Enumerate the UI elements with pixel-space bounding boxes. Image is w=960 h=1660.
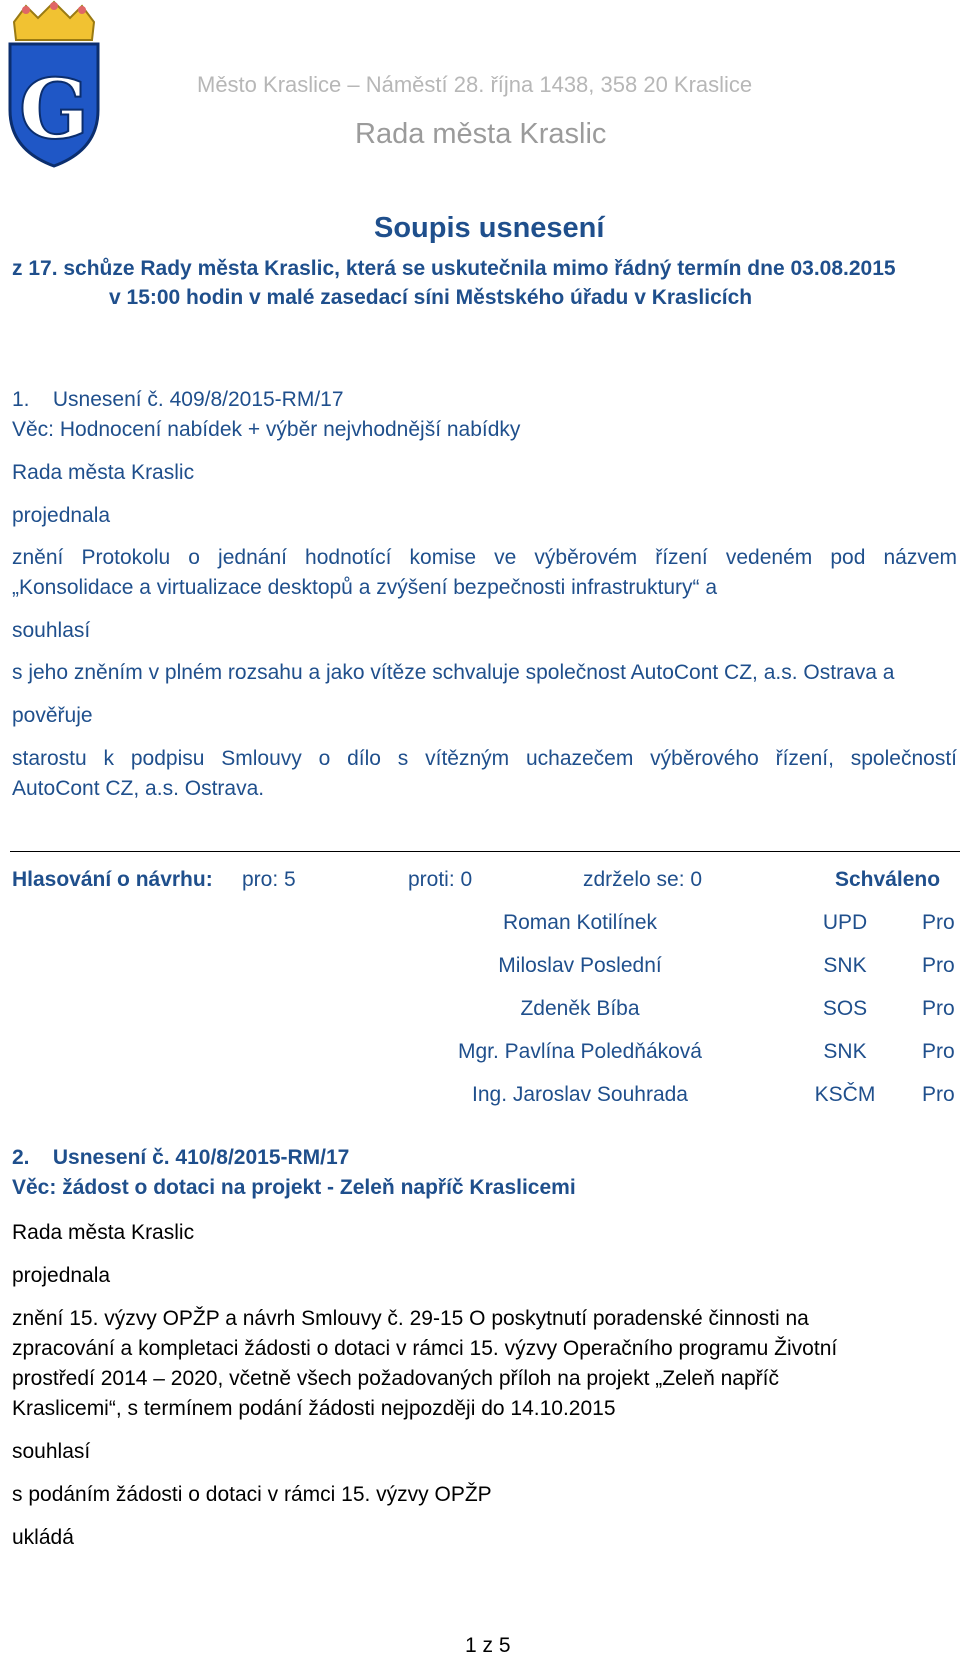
resolution-1-text3-line2: AutoCont CZ, a.s. Ostrava. — [12, 777, 265, 800]
vote-pro-count: pro: 5 — [242, 868, 296, 891]
page-number: 1 z 5 — [465, 1634, 511, 1657]
city-coat-of-arms-logo — [4, 0, 104, 170]
resolution-2-verb-uklada: ukládá — [12, 1526, 74, 1549]
resolution-1-text2: s jeho zněním v plném rozsahu a jako vítěze schvaluje společnost AutoCont CZ, a.s. Ostrava a — [12, 661, 895, 684]
resolution-1-text1-line1: znění Protokolu o jednání hodnotící komise ve výběrovém řízení vedeném pod názvem — [12, 546, 957, 569]
header-council-name: Rada města Kraslic — [355, 118, 607, 150]
member-party: UPD — [822, 911, 868, 934]
member-vote: Pro — [922, 954, 955, 977]
member-party: SNK — [823, 954, 867, 977]
member-name: Mgr. Pavlína Poledňáková — [458, 1040, 702, 1063]
header-address: Město Kraslice – Náměstí 28. října 1438, 358 20 Kraslice — [197, 72, 753, 97]
resolution-1-text3-line1: starostu k podpisu Smlouvy o dílo s vítězným uchazečem výběrového řízení, společností — [12, 747, 957, 770]
resolution-2-id: Usnesení č. 410/8/2015-RM/17 — [52, 1146, 350, 1169]
member-name: Roman Kotilínek — [502, 911, 658, 934]
svg-text:G: G — [18, 62, 90, 158]
member-party: SOS — [822, 997, 868, 1020]
vote-proti-count: proti: 0 — [408, 868, 473, 891]
resolution-2-text1-line4: Kraslicemi“, s termínem podání žádosti nejpozději do 14.10.2015 — [12, 1397, 616, 1420]
subtitle-line-1: z 17. schůze Rady města Kraslic, která se uskutečnila mimo řádný termín dne 03.08.2015 — [12, 257, 896, 280]
resolution-1-id: Usnesení č. 409/8/2015-RM/17 — [52, 388, 344, 411]
member-party: KSČM — [814, 1083, 876, 1106]
resolution-1-heading — [12, 388, 344, 412]
resolution-1-text1-line2: „Konsolidace a virtualizace desktopů a zvýšení bezpečnosti infrastruktury“ a — [12, 576, 718, 599]
resolution-2-number: 2. — [12, 1146, 30, 1169]
member-vote: Pro — [922, 1083, 955, 1106]
resolution-2-verb-souhlasi: souhlasí — [12, 1440, 91, 1463]
member-name: Zdeněk Bíba — [520, 997, 640, 1020]
vote-zdrzelo-count: zdrželo se: 0 — [583, 868, 703, 891]
resolution-2-verb-projednala: projednala — [12, 1264, 111, 1287]
member-vote: Pro — [922, 997, 955, 1020]
resolution-2-subject: Věc: žádost o dotaci na projekt - Zeleň napříč Kraslicemi — [12, 1176, 576, 1199]
resolution-2-body: Rada města Kraslic — [12, 1221, 195, 1244]
resolution-1-number: 1. — [12, 388, 30, 411]
section-divider — [10, 851, 960, 852]
vote-label: Hlasování o návrhu: — [12, 868, 213, 891]
member-party: SNK — [823, 1040, 867, 1063]
resolution-2-heading — [12, 1146, 349, 1170]
resolution-1-verb-projednala: projednala — [12, 504, 111, 527]
subtitle-line-2: v 15:00 hodin v malé zasedací síni Městského úřadu v Kraslicích — [109, 286, 753, 309]
resolution-1-body: Rada města Kraslic — [12, 461, 195, 484]
vote-result: Schváleno — [835, 868, 941, 891]
member-vote: Pro — [922, 911, 955, 934]
resolution-1-verb-souhlasi: souhlasí — [12, 619, 91, 642]
resolution-2-text2: s podáním žádosti o dotaci v rámci 15. výzvy OPŽP — [12, 1483, 492, 1506]
resolution-2-text1-line3: prostředí 2014 – 2020, včetně všech požadovaných příloh na projekt „Zeleň napříč — [12, 1367, 779, 1390]
resolution-1-subject: Věc: Hodnocení nabídek + výběr nejvhodnější nabídky — [12, 418, 521, 441]
member-name: Ing. Jaroslav Souhrada — [472, 1083, 688, 1106]
member-vote: Pro — [922, 1040, 955, 1063]
resolution-2-text1-line2: zpracování a kompletaci žádosti o dotaci v rámci 15. výzvy Operačního programu Životní — [12, 1337, 838, 1360]
document-title: Soupis usnesení — [374, 212, 605, 244]
resolution-2-text1-line1: znění 15. výzvy OPŽP a návrh Smlouvy č. 29-15 O poskytnutí poradenské činnosti na — [12, 1307, 809, 1330]
resolution-1-verb-poveruje: pověřuje — [12, 704, 93, 727]
member-name: Miloslav Poslední — [498, 954, 662, 977]
